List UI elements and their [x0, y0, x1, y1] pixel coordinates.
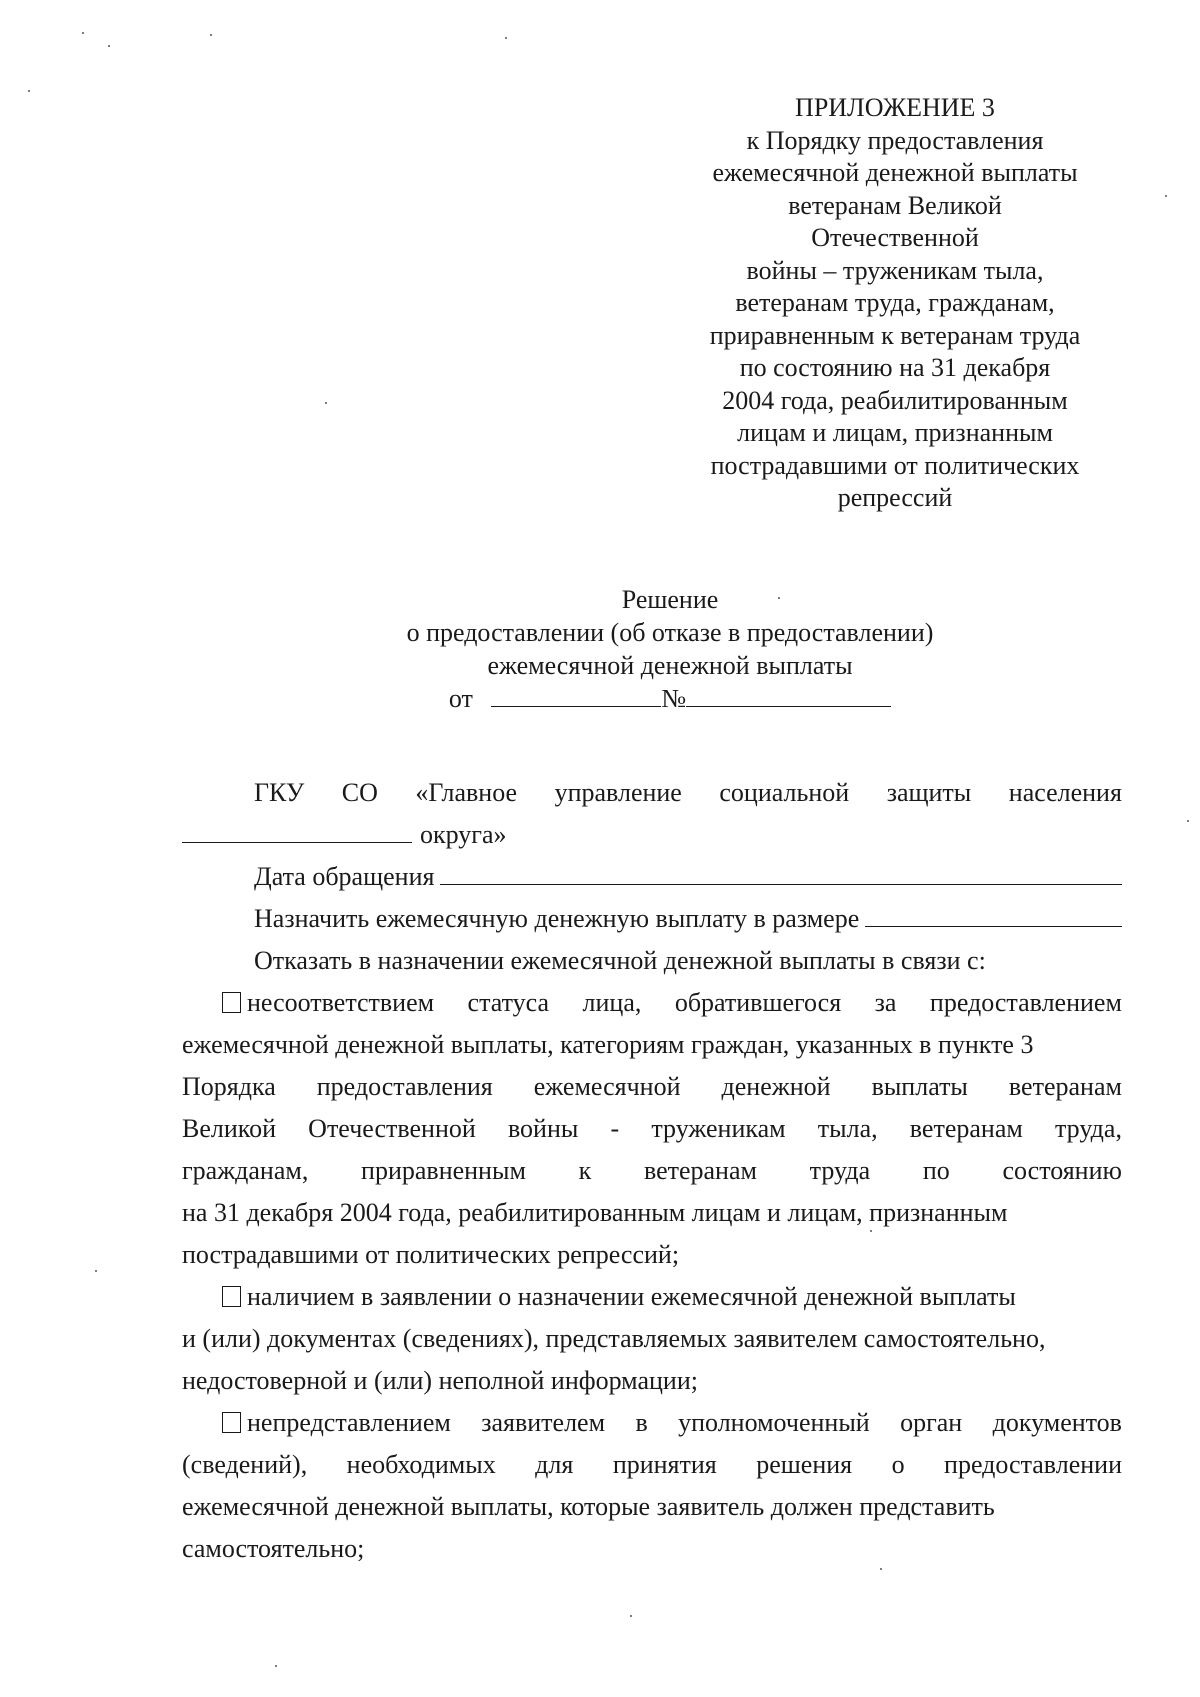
appendix-header	[660, 92, 1130, 515]
scan-speck	[28, 90, 30, 92]
reason-3-line-1	[182, 1402, 1122, 1444]
word: СО	[341, 778, 378, 807]
word: -	[610, 1114, 620, 1143]
reason-3-checkbox[interactable]	[222, 1412, 241, 1433]
word: лица,	[582, 988, 642, 1017]
appendix-line: войны – труженикам тыла,	[746, 255, 1044, 285]
scan-speck	[1187, 820, 1189, 822]
word: предоставлением	[929, 988, 1122, 1017]
reason-2-checkbox[interactable]	[222, 1286, 241, 1307]
word: по	[922, 1156, 950, 1185]
date-field[interactable]	[440, 858, 1122, 885]
word: ветеранам	[909, 1114, 1023, 1143]
word: заявителем	[481, 1408, 606, 1437]
reason-1-line-4	[182, 1108, 1122, 1150]
appendix-line: пострадавшими от политических	[710, 450, 1080, 480]
word: труда	[809, 1156, 871, 1185]
reason-1-line-6: на 31 декабря 2004 года, реабилитированным лицам и лицам, признанным	[182, 1198, 1008, 1227]
scan-speck	[82, 32, 84, 34]
reason-3-line-4: самостоятельно;	[182, 1534, 365, 1563]
word: необходимых	[346, 1450, 496, 1479]
reason-2-line-3: недостоверной и (или) неполной информации;	[182, 1366, 698, 1395]
reason-1-line-7: пострадавшими от политических репрессий;	[182, 1240, 680, 1269]
appendix-title: ПРИЛОЖЕНИЕ 3	[795, 93, 995, 122]
word: войны	[507, 1114, 579, 1143]
word: несоответствием	[247, 988, 435, 1017]
reason-3-line-2	[182, 1444, 1122, 1486]
assign-row	[182, 898, 1122, 940]
reason-1-line-5	[182, 1150, 1122, 1192]
word: труженикам	[651, 1114, 786, 1143]
org-suffix: округа»	[420, 820, 507, 849]
word: к	[578, 1156, 592, 1185]
word: «Главное	[415, 778, 518, 807]
reason-1-line-3	[182, 1066, 1122, 1108]
word: приравненным	[361, 1156, 526, 1185]
reason-1-line-2: ежемесячной денежной выплаты, категориям граждан, указанных в пункте 3	[182, 1030, 1034, 1059]
org-line-2	[182, 814, 1122, 856]
scan-speck	[630, 1615, 632, 1617]
word: управление	[554, 778, 682, 807]
reason-1-checkbox[interactable]	[222, 992, 241, 1013]
word: ветеранам	[1008, 1072, 1122, 1101]
word: населения	[1008, 778, 1122, 807]
word: (сведений),	[182, 1450, 308, 1479]
scan-speck	[275, 1665, 277, 1667]
reason-2-line-2: и (или) документах (сведениях), представляемых заявителем самостоятельно,	[182, 1324, 1046, 1353]
decision-date-field[interactable]	[491, 682, 661, 707]
scan-speck	[505, 37, 507, 39]
scan-speck	[210, 34, 212, 36]
appendix-line: Отечественной	[811, 223, 979, 252]
reason-2-text: наличием в заявлении о назначении ежемесячной денежной выплаты	[247, 1282, 1016, 1311]
scan-speck	[95, 1270, 97, 1272]
word: ГКУ	[254, 778, 305, 807]
word: выплаты	[871, 1072, 968, 1101]
word: социальной	[719, 778, 850, 807]
word: обратившегося	[674, 988, 842, 1017]
scan-speck	[870, 1230, 872, 1232]
word: орган	[900, 1408, 963, 1437]
word: непредставлением	[247, 1408, 451, 1437]
appendix-line: ежемесячной денежной выплаты	[712, 158, 1078, 187]
scan-speck	[325, 402, 327, 404]
word: принятия	[612, 1450, 717, 1479]
number-sign: №	[661, 684, 687, 713]
reason-3-line-3: ежемесячной денежной выплаты, которые заявитель должен представить	[182, 1492, 995, 1521]
appendix-line: к Порядку предоставления	[746, 125, 1044, 155]
reason-2-line-1	[182, 1276, 1122, 1318]
decision-number-field[interactable]	[686, 682, 891, 707]
word: документов	[992, 1408, 1122, 1437]
decision-title: Решение	[621, 585, 719, 614]
reason-1-line-1	[182, 982, 1122, 1024]
decision-date-number-row	[300, 682, 1040, 715]
word: состоянию	[1002, 1156, 1122, 1185]
refuse-intro: Отказать в назначении ежемесячной денежной выплаты в связи с:	[254, 946, 986, 975]
decision-title-block	[300, 583, 1040, 715]
decision-subtitle-2: ежемесячной денежной выплаты	[487, 651, 853, 680]
district-field[interactable]	[182, 818, 412, 843]
word: Великой	[182, 1114, 276, 1143]
word: в	[635, 1408, 648, 1437]
assign-label: Назначить ежемесячную денежную выплату в размере	[254, 904, 860, 933]
scan-speck	[108, 45, 110, 47]
appendix-line: лицам и лицам, признанным	[737, 418, 1053, 447]
appendix-line: по состоянию на 31 декабря	[739, 353, 1051, 382]
scan-speck	[778, 597, 780, 599]
word: труда,	[1054, 1114, 1122, 1143]
word: ветеранам	[643, 1156, 757, 1185]
word: защиты	[886, 778, 972, 807]
scan-speck	[880, 1568, 882, 1570]
appendix-line: 2004 года, реабилитированным	[722, 385, 1068, 415]
word: предоставлении	[944, 1450, 1122, 1479]
word: предоставления	[316, 1072, 493, 1101]
org-line-1	[182, 772, 1122, 814]
appendix-line: приравненным к ветеранам труда	[709, 320, 1081, 350]
reason-3-start	[222, 1402, 451, 1444]
date-label: Дата обращения	[254, 862, 435, 891]
word: денежной	[721, 1072, 831, 1101]
from-label: от	[448, 684, 473, 713]
reason-1-start	[222, 982, 434, 1024]
word: тыла,	[817, 1114, 878, 1143]
scan-speck	[1165, 195, 1167, 197]
appendix-line: ветеранам Великой	[788, 190, 1002, 220]
word: ежемесячной	[533, 1072, 681, 1101]
decision-subtitle: о предоставлении (об отказе в предоставлении)	[406, 618, 934, 647]
appendix-line: репрессий	[837, 483, 953, 512]
decision-body	[182, 772, 1122, 1570]
amount-field[interactable]	[865, 900, 1122, 927]
word: о	[891, 1450, 905, 1479]
word: решения	[756, 1450, 853, 1479]
word: уполномоченный	[678, 1408, 870, 1437]
word: Отечественной	[308, 1114, 476, 1143]
word: для	[535, 1450, 574, 1479]
word: за	[874, 988, 897, 1017]
word: Порядка	[182, 1072, 276, 1101]
word: статуса	[467, 988, 550, 1017]
word: гражданам,	[182, 1156, 309, 1185]
date-row	[182, 856, 1122, 898]
appendix-line: ветеранам труда, гражданам,	[735, 288, 1055, 317]
